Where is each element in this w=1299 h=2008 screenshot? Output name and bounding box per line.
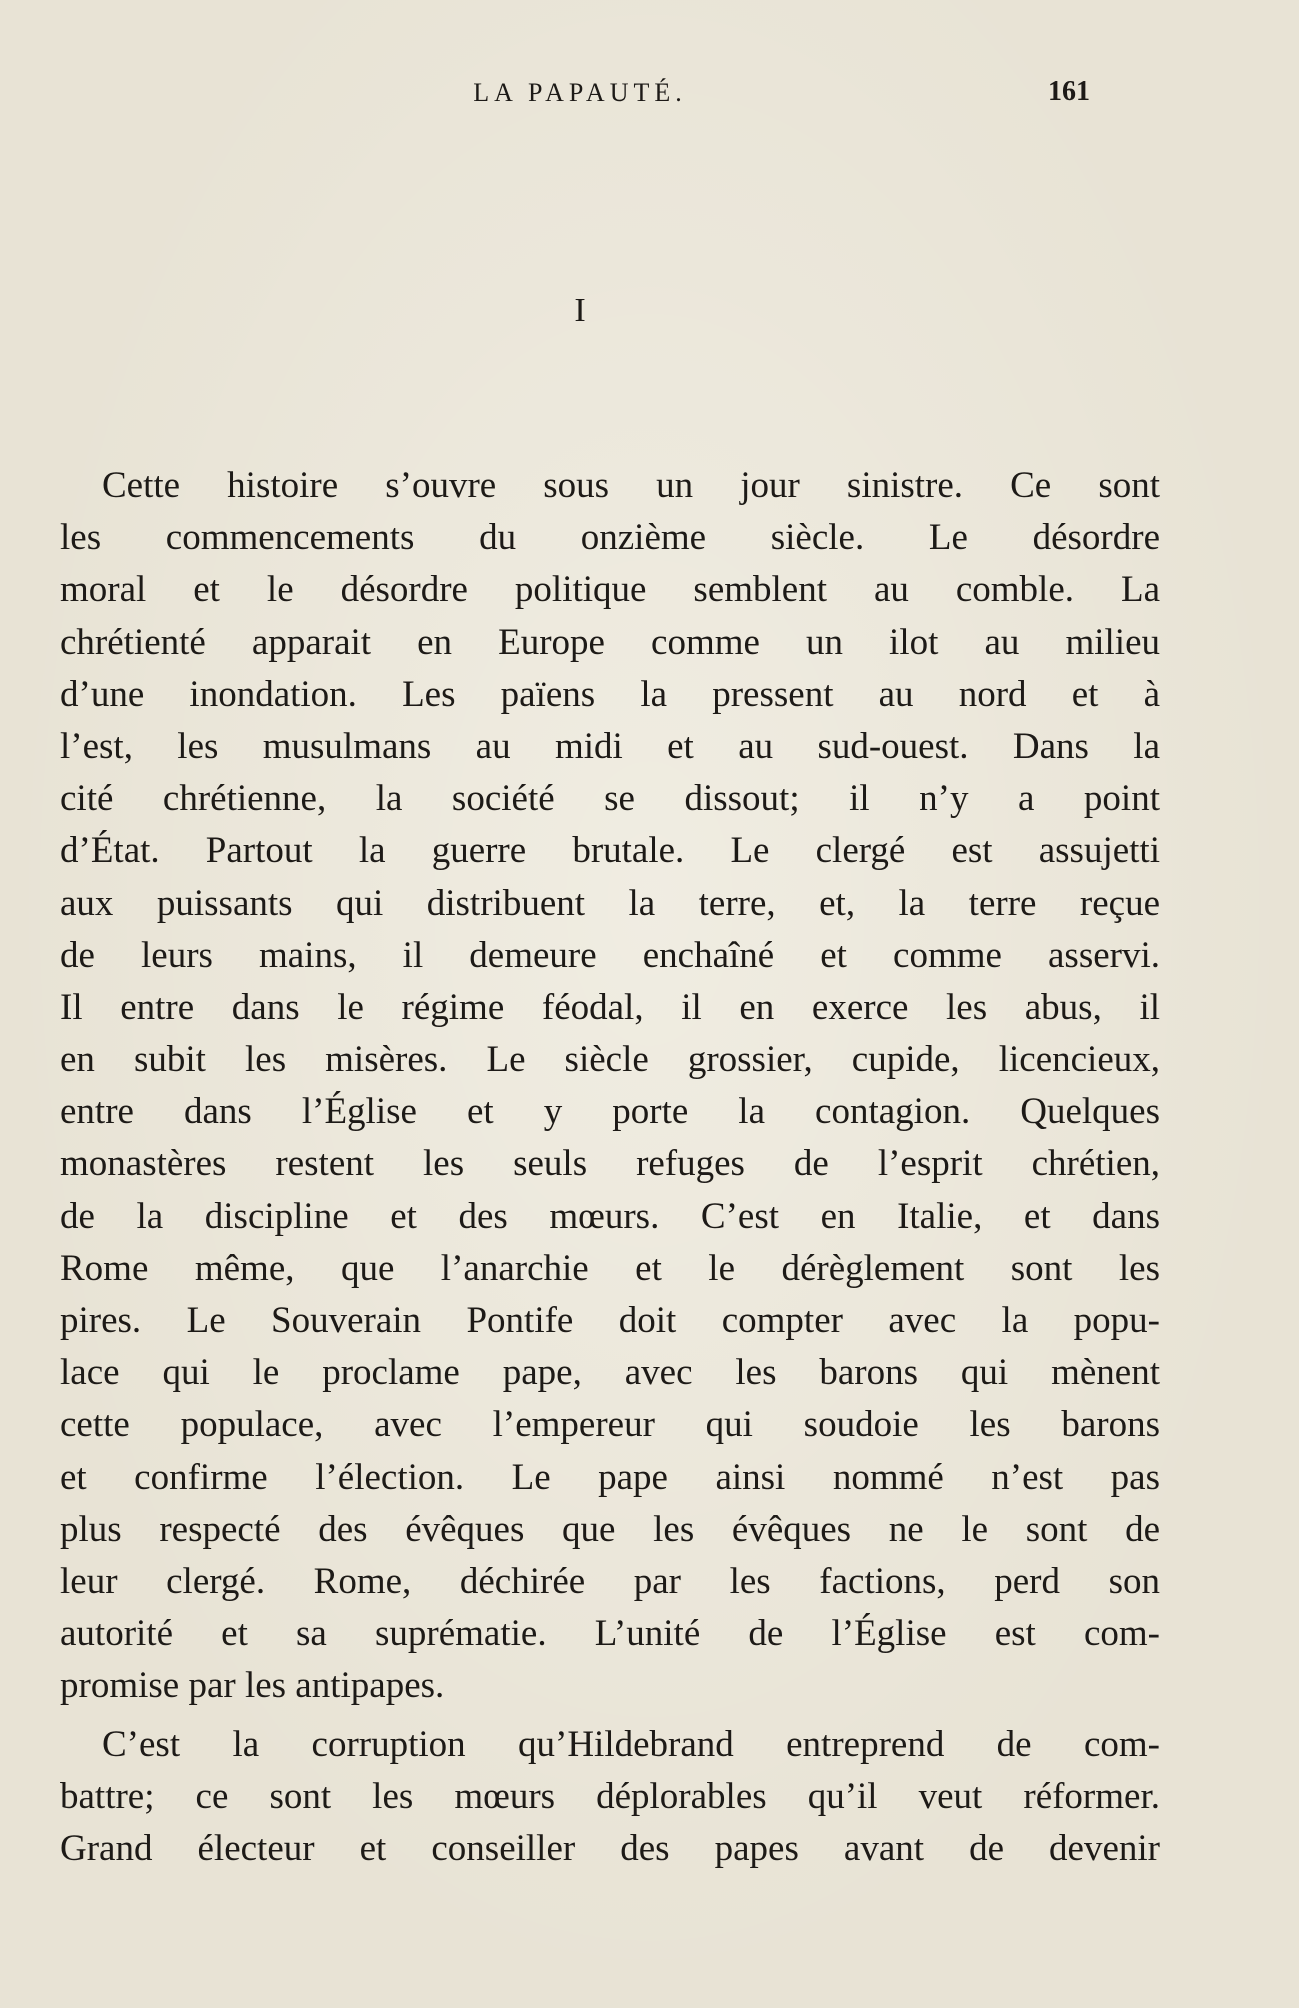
text-line: Rome même, que l’anarchie et le dérèglement sont les xyxy=(60,1247,1160,1289)
text-line: lace qui le proclame pape, avec les barons qui mènent xyxy=(60,1352,1160,1394)
text-line: battre; ce sont les mœurs déplorables qu’il veut réformer. xyxy=(60,1775,1160,1817)
text-line: plus respecté des évêques que les évêques ne le sont de xyxy=(60,1508,1160,1550)
text-line: cette populace, avec l’empereur qui soudoie les barons xyxy=(60,1404,1160,1446)
text-line: en subit les misères. Le siècle grossier, cupide, licencieux, xyxy=(60,1039,1160,1081)
text-line: autorité et sa suprématie. L’unité de l’Église est com- xyxy=(60,1613,1160,1655)
text-line: C’est la corruption qu’Hildebrand entreprend de com- xyxy=(102,1723,1160,1765)
text-line: l’est, les musulmans au midi et au sud-ouest. Dans la xyxy=(60,725,1160,767)
text-line: chrétienté apparait en Europe comme un ilot au milieu xyxy=(60,621,1160,663)
text-line: leur clergé. Rome, déchirée par les factions, perd son xyxy=(60,1560,1160,1602)
section-number: I xyxy=(574,292,586,329)
text-line: les commencements du onzième siècle. Le désordre xyxy=(60,517,1160,559)
text-line: entre dans l’Église et y porte la contagion. Quelques xyxy=(60,1091,1160,1133)
body-text xyxy=(60,460,1160,1875)
text-line: monastères restent les seuls refuges de l’esprit chrétien, xyxy=(60,1143,1160,1185)
text-line: d’État. Partout la guerre brutale. Le clergé est assujetti xyxy=(60,830,1160,872)
page-number: 161 xyxy=(1048,76,1090,107)
text-line: de leurs mains, il demeure enchaîné et comme asservi. xyxy=(60,934,1160,976)
text-line: Cette histoire s’ouvre sous un jour sinistre. Ce sont xyxy=(102,465,1160,506)
text-line: cité chrétienne, la société se dissout; il n’y a point xyxy=(60,778,1160,820)
text-line: et confirme l’élection. Le pape ainsi nommé n’est pas xyxy=(60,1456,1160,1498)
text-line: moral et le désordre politique semblent au comble. La xyxy=(60,569,1160,611)
text-line: pires. Le Souverain Pontife doit compter avec la popu- xyxy=(60,1300,1160,1341)
text-line: de la discipline et des mœurs. C’est en Italie, et dans xyxy=(60,1195,1160,1237)
text-line: d’une inondation. Les païens la pressent au nord et à xyxy=(60,673,1160,715)
text-line: aux puissants qui distribuent la terre, et, la terre reçue xyxy=(60,882,1160,924)
text-line: Il entre dans le régime féodal, il en exerce les abus, il xyxy=(60,986,1160,1028)
running-title: LA PAPAUTÉ. xyxy=(473,78,687,107)
text-line: promise par les antipapes. xyxy=(60,1665,445,1707)
text-line: Grand électeur et conseiller des papes avant de devenir xyxy=(60,1827,1160,1869)
